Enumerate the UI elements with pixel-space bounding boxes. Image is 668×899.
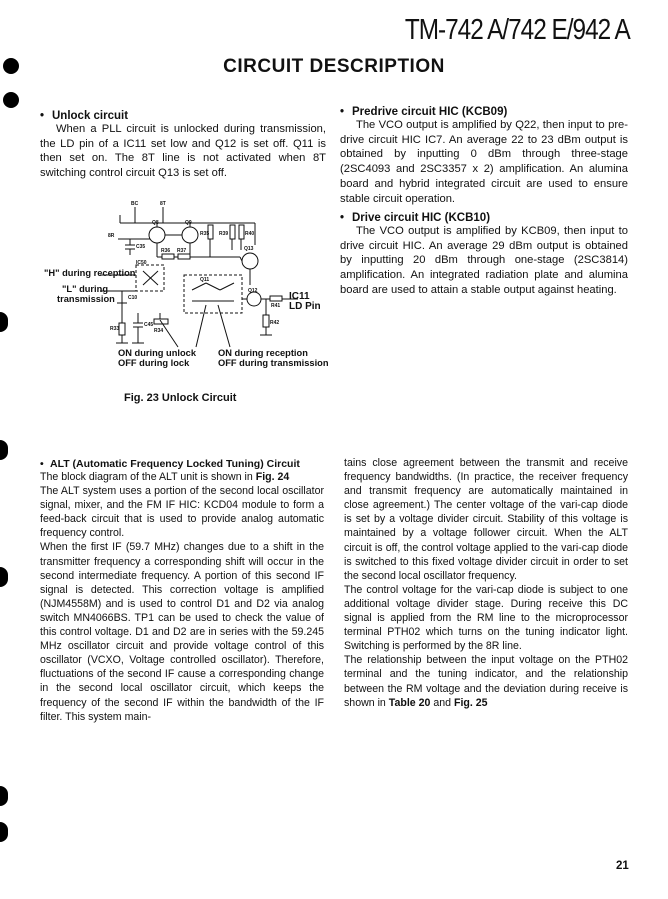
schematic-label: R40 (245, 231, 255, 237)
drive-text: The VCO output is amplified by KCB09, then input to drive circuit HIC. An average 29 dBm output is obtained by inputting 20 dBm through one-stage (2SC3814) amplification. An integrated radiation plate and alumina board are used to attain a stable output against heating. (340, 225, 628, 296)
q12-state-on: ON during reception (218, 348, 308, 358)
schematic-label: IC50 (136, 260, 147, 266)
schematic-label: C10 (128, 295, 138, 301)
binder-hole (0, 440, 8, 460)
schematic-label: R35 (200, 231, 210, 237)
schematic-label: R34 (154, 328, 164, 334)
schematic-label: R37 (177, 248, 187, 254)
bullet-icon: • (40, 458, 44, 470)
binder-hole (0, 786, 8, 806)
alt-left-paragraph-2: When the first IF (59.7 MHz) changes due to a shift in the transmitter frequency a corresponding shift will occur in the second intermediate frequency. A portion of this second IF signal is detected. This correction voltage is amplified (NJM4558M) and is used to control D1 and D2 via analog switch MN4066BS. TP1 can be used to check the value of this control voltage. D1 and D2 are in series with the 59.245 MHz oscillator circuit and provide voltage control of this oscillator (VCXO, Voltage controlled oscillator). Therefore, fluctuations of the second IF cause a corresponding change in the second local oscillator circuit, which keeps the frequency of the second IF within the bandwidth of the IF filter. This system main- (40, 541, 324, 723)
transmission-label-line1: "L" during (62, 284, 108, 294)
figure-reference: Fig. 24 (255, 471, 290, 483)
alt-heading: • ALT (Automatic Frequency Locked Tuning) Circuit (40, 458, 300, 470)
figure-caption: Fig. 23 Unlock Circuit (124, 392, 237, 404)
page-title: CIRCUIT DESCRIPTION (223, 56, 445, 77)
page-number: 21 (616, 860, 629, 872)
model-number: TM-742 A/742 E/942 A (405, 14, 630, 46)
alt-left-column (40, 470, 324, 724)
schematic-label: R36 (161, 248, 171, 254)
schematic-label: Q11 (200, 277, 210, 283)
binder-hole (3, 92, 19, 108)
unlock-heading: • Unlock circuit (40, 110, 129, 122)
schematic-label: Q12 (248, 288, 258, 294)
binder-hole (0, 822, 8, 842)
schematic-label: R33 (110, 326, 120, 332)
ic11-label: IC11 (289, 291, 310, 302)
schematic-label: R42 (270, 320, 280, 326)
alt-right-paragraph-1: tains close agreement between the transmit and receive frequency bandwidths. (In practice, the receiver frequency and transmit frequency are automatically maintained in close agreement.) The center voltage of the vari-cap diode is set by a voltage divider circuit. Stability of this voltage is maintained by a voltage follower circuit. When the ALT circuit is off, the control voltage applied to the vari-cap diode is switched to this fixed voltage divider circuit in order to set the second local oscillator frequency. (344, 457, 628, 582)
schematic-label: Q9 (185, 220, 192, 226)
schematic-label: Q13 (244, 246, 254, 252)
schematic-label: 8R (108, 233, 115, 239)
alt-left-paragraph-1: The block diagram of the ALT unit is shown in Fig. 24 The ALT system uses a portion of the second local oscillator signal, mixer, and the FM IF HIC: KCD04 module to form a feed-back circuit that is used to provide analog automatic frequency control. (40, 471, 324, 540)
schematic-label: R39 (219, 231, 229, 237)
predrive-text: The VCO output is amplified by Q22, then input to pre-drive circuit HIC IC7. An average 22 to 23 dBm output is obtained by inputting 0 dBm through three-stage (2SC4093 and 2SC3357 x 2) amplification. An alumina board and hybrid integrated circuit are used to ensure stable circuit operation. (340, 119, 628, 205)
ld-pin-label: LD Pin (289, 301, 321, 312)
reception-label: "H" during reception (44, 268, 136, 278)
drive-heading: • Drive circuit HIC (KCB10) (340, 212, 491, 224)
schematic-label: Q8 (152, 220, 159, 226)
alt-right-paragraph-3: The relationship between the input voltage on the PTH02 terminal and the tuning indicator, and the relationship between the RM voltage and the deviation during receive is shown in Table 20 and Fig. 25 (344, 654, 628, 709)
q12-state-off: OFF during transmission (218, 358, 329, 368)
q11-state-off: OFF during lock (118, 358, 190, 368)
schematic-label: C45 (144, 322, 154, 328)
bullet-icon: • (340, 106, 345, 118)
schematic-label: C35 (136, 244, 146, 250)
schematic-label: 8T (160, 201, 166, 207)
alt-right-column (344, 456, 628, 710)
figure-reference: Fig. 25 (453, 696, 488, 709)
unlock-text: When a PLL circuit is unlocked during transmission, the LD pin of a IC11 set low and Q12 is set off. Q11 is then set on. The 8T line is not activated when 8T switching control circuit Q13 is set off. (40, 123, 326, 180)
alt-right-paragraph-2: The control voltage for the vari-cap diode is subject to one additional voltage divider stage. During receive this DC signal is applied from the RM line to the microprocessor terminal PTH02 which turns on the tuning indicator light. Switching is performed by the 8R line. (344, 583, 628, 653)
bullet-icon: • (40, 110, 45, 122)
schematic-label: BC (131, 201, 139, 207)
predrive-heading: • Predrive circuit HIC (KCB09) (340, 106, 508, 118)
schematic-label: R41 (271, 303, 281, 309)
q11-state-on: ON during unlock (118, 348, 196, 358)
binder-hole (0, 567, 8, 587)
table-reference: Table 20 (388, 696, 431, 709)
binder-hole (0, 312, 8, 332)
bullet-icon: • (340, 212, 345, 224)
transmission-label-line2: transmission (57, 294, 115, 304)
